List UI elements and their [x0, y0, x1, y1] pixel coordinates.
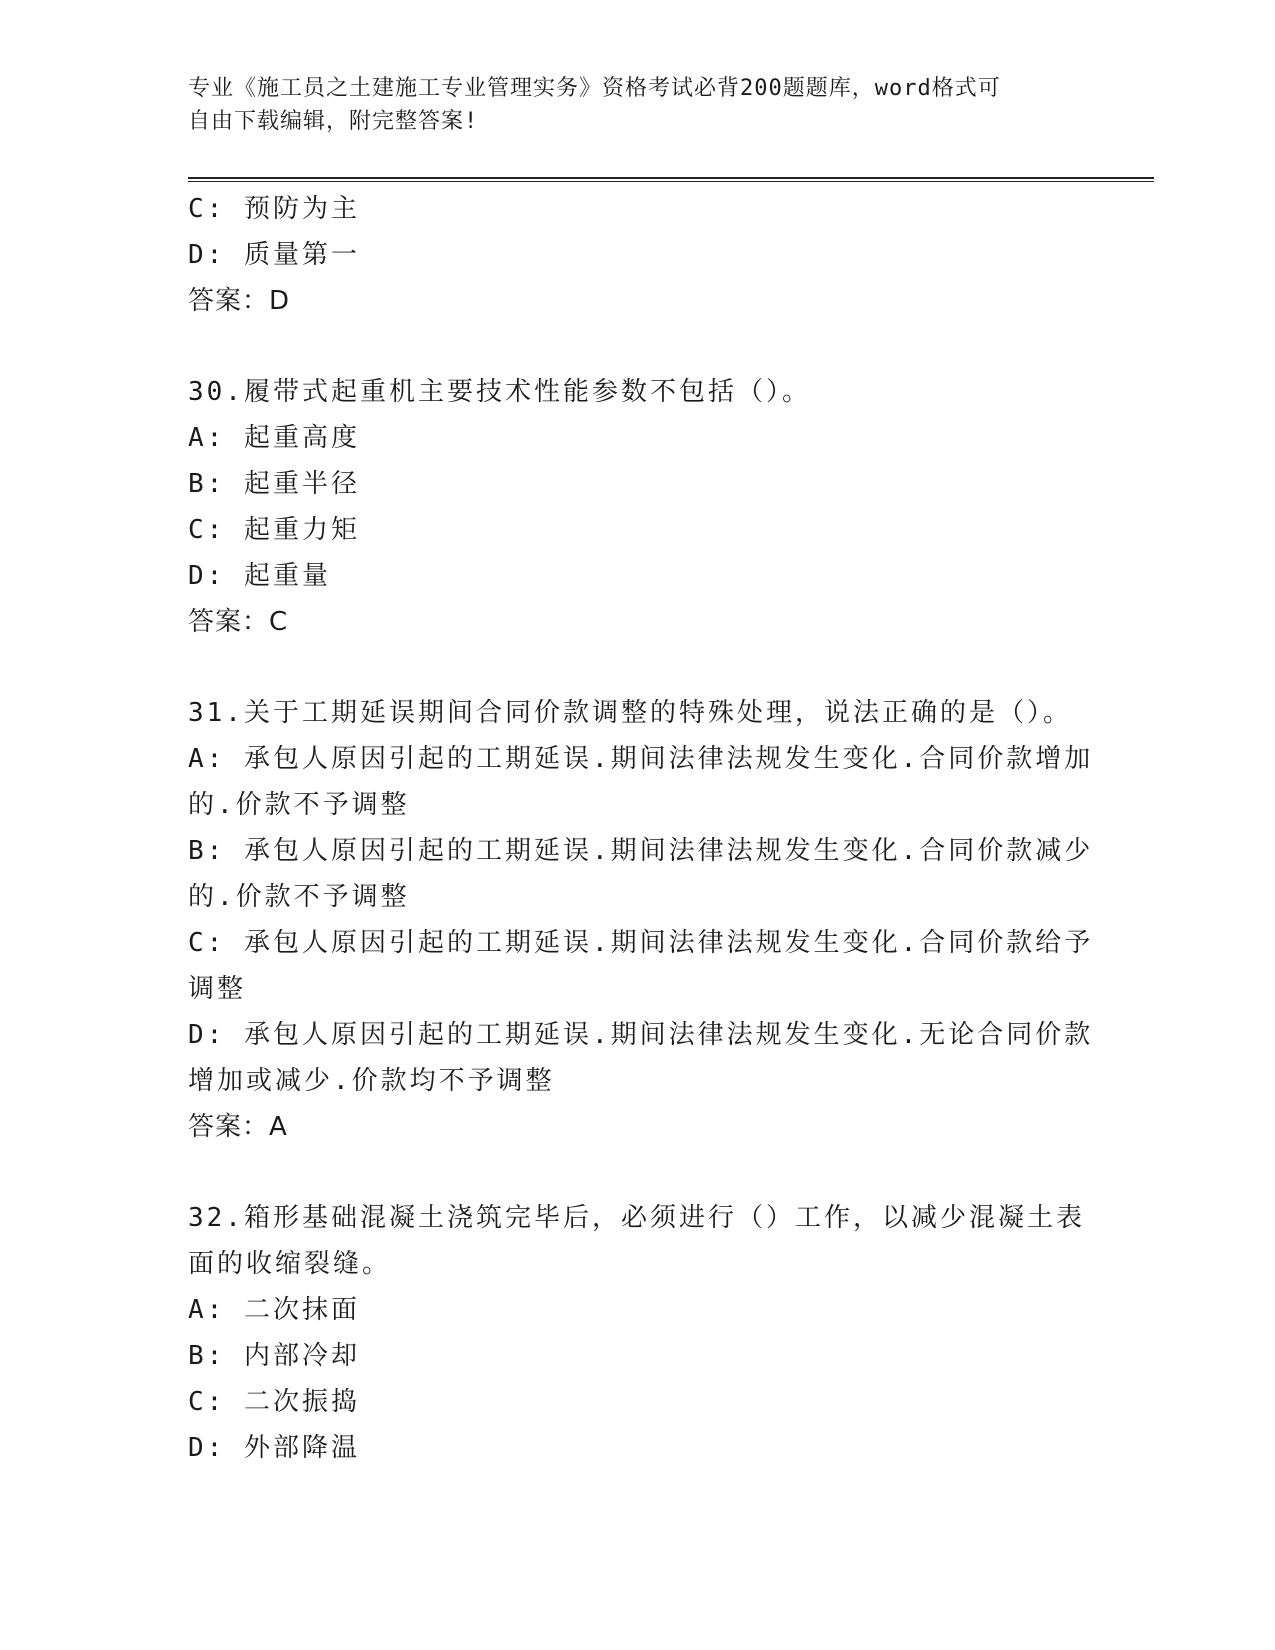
question-31-option-b-line-2: 的.价款不予调整 — [188, 882, 410, 912]
question-31-option-c-line-2: 调整 — [188, 974, 247, 1004]
question-30-text: 30.履带式起重机主要技术性能参数不包括（）。 — [188, 377, 811, 407]
question-29-option-c: C: 预防为主 — [188, 194, 360, 224]
question-31-answer: 答案：A — [188, 1112, 288, 1142]
page-header — [188, 72, 1068, 138]
question-31-option-b-line-1: B: 承包人原因引起的工期延误.期间法律法规发生变化.合同价款减少 — [188, 836, 1094, 866]
question-30-option-c: C: 起重力矩 — [188, 515, 360, 545]
question-30 — [188, 369, 1088, 645]
question-31 — [188, 690, 1094, 1150]
question-32-option-a: A: 二次抹面 — [188, 1295, 360, 1325]
header-divider — [188, 177, 1154, 182]
question-29-answer: 答案：D — [188, 286, 291, 316]
question-list — [188, 186, 1094, 1471]
question-32-option-d: D: 外部降温 — [188, 1433, 360, 1463]
question-31-option-d-line-2: 增加或减少.价款均不予调整 — [188, 1066, 555, 1096]
question-30-option-d: D: 起重量 — [188, 561, 331, 591]
question-31-option-c-line-1: C: 承包人原因引起的工期延误.期间法律法规发生变化.合同价款给予 — [188, 928, 1094, 958]
question-spacer — [188, 1150, 1088, 1195]
header-title-line-1: 专业《施工员之土建施工专业管理实务》资格考试必背200题题库，word格式可 — [188, 76, 1001, 101]
question-31-option-d-line-1: D: 承包人原因引起的工期延误.期间法律法规发生变化.无论合同价款 — [188, 1020, 1094, 1050]
question-31-option-a-line-2: 的.价款不予调整 — [188, 790, 410, 820]
question-32-text-line-2: 面的收缩裂缝。 — [188, 1249, 392, 1279]
question-32-option-c: C: 二次振捣 — [188, 1387, 360, 1417]
question-30-answer: 答案：C — [188, 607, 289, 637]
question-29-option-d: D: 质量第一 — [188, 240, 360, 270]
question-30-option-b: B: 起重半径 — [188, 469, 360, 499]
question-32-option-b: B: 内部冷却 — [188, 1341, 360, 1371]
question-32-text-line-1: 32.箱形基础混凝土浇筑完毕后，必须进行（）工作，以减少混凝土表 — [188, 1203, 1085, 1233]
question-29-tail — [188, 186, 1088, 324]
question-spacer — [188, 324, 1088, 369]
question-31-option-a-line-1: A: 承包人原因引起的工期延误.期间法律法规发生变化.合同价款增加 — [188, 744, 1094, 774]
header-title-line-2: 自由下载编辑，附完整答案! — [188, 109, 479, 134]
question-spacer — [188, 645, 1088, 690]
question-30-option-a: A: 起重高度 — [188, 423, 360, 453]
question-32 — [188, 1195, 1088, 1471]
question-31-text: 31.关于工期延误期间合同价款调整的特殊处理，说法正确的是（）。 — [188, 698, 1072, 728]
